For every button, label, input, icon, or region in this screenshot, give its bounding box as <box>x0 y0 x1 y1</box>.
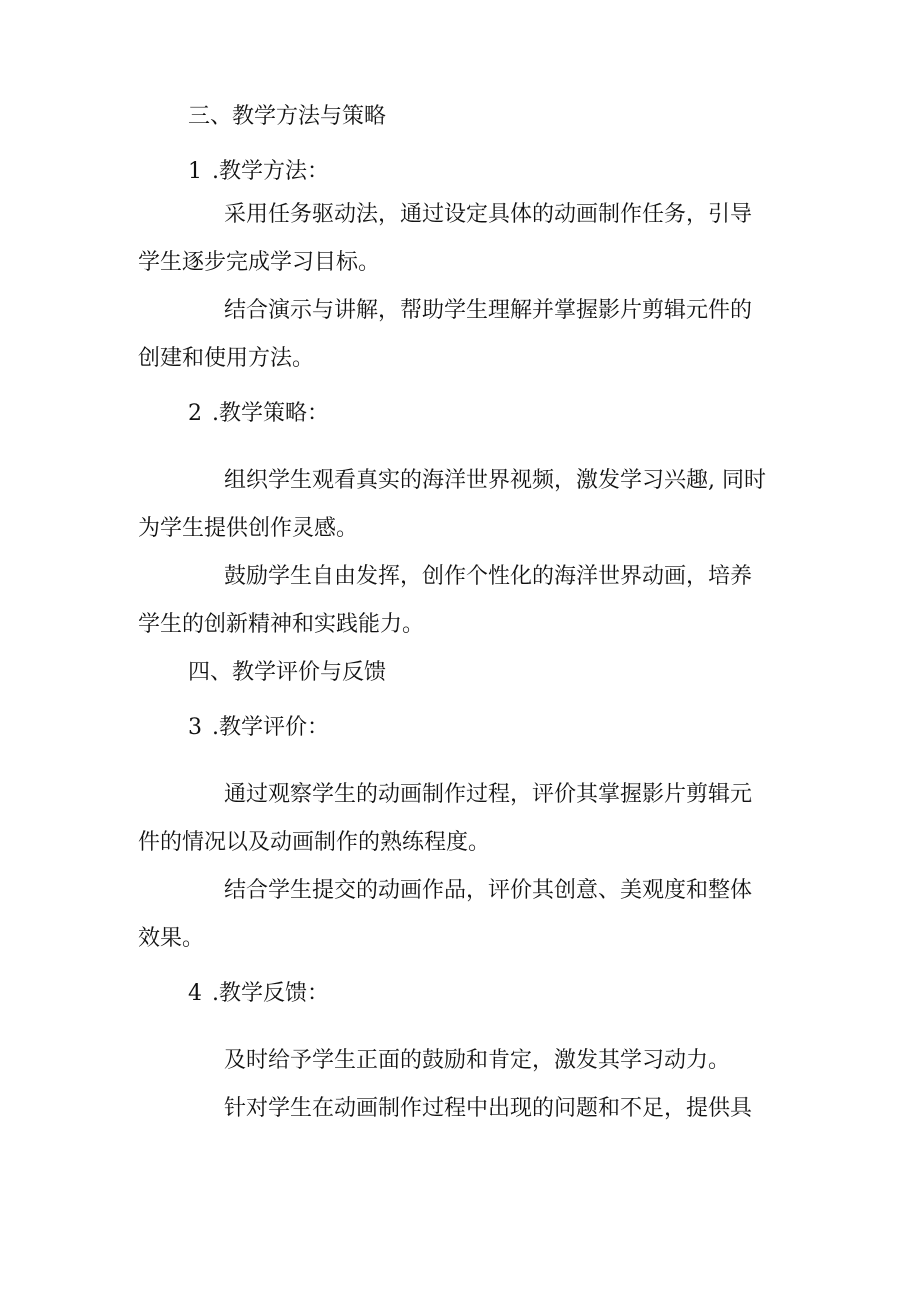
paragraph-5-line-2: 件的情况以及动画制作的熟练程度。 <box>138 830 491 855</box>
paragraph-5-line-1: 通过观察学生的动画制作过程，评价其掌握影片剪辑元 <box>224 782 753 807</box>
paragraph-1-line-2: 学生逐步完成学习目标。 <box>138 250 381 275</box>
item-heading-2 <box>188 399 329 429</box>
item-number: 3 <box>188 715 202 740</box>
section-heading-4: 四、教学评价与反馈 <box>188 660 387 685</box>
item-title: .教学反馈： <box>212 981 329 1006</box>
item-heading-3 <box>188 713 329 743</box>
paragraph-4-line-2: 学生的创新精神和实践能力。 <box>138 612 425 637</box>
item-title: .教学策略： <box>212 401 329 426</box>
item-title: .教学方法： <box>212 159 329 184</box>
paragraph-1-line-1: 采用任务驱动法，通过设定具体的动画制作任务，引导 <box>224 202 753 227</box>
paragraph-6-line-2: 效果。 <box>138 926 205 951</box>
section-heading-3: 三、教学方法与策略 <box>188 104 387 129</box>
paragraph-7-line-1: 及时给予学生正面的鼓励和肯定，激发其学习动力。 <box>224 1048 731 1073</box>
item-heading-1 <box>188 157 329 187</box>
paragraph-8-line-1: 针对学生在动画制作过程中出现的问题和不足，提供具 <box>224 1096 753 1121</box>
item-heading-4 <box>188 979 329 1009</box>
item-number: 1 <box>188 159 202 184</box>
item-number: 2 <box>188 401 202 426</box>
paragraph-2-line-2: 创建和使用方法。 <box>138 346 315 371</box>
paragraph-3-line-2: 为学生提供创作灵感。 <box>138 516 359 541</box>
paragraph-6-line-1: 结合学生提交的动画作品，评价其创意、美观度和整体 <box>224 878 753 903</box>
paragraph-3-line-1: 组织学生观看真实的海洋世界视频，激发学习兴趣, 同时 <box>224 468 766 493</box>
paragraph-2-line-1: 结合演示与讲解，帮助学生理解并掌握影片剪辑元件的 <box>224 298 753 323</box>
item-number: 4 <box>188 981 202 1006</box>
paragraph-4-line-1: 鼓励学生自由发挥，创作个性化的海洋世界动画，培养 <box>224 564 753 589</box>
item-title: .教学评价： <box>212 715 329 740</box>
